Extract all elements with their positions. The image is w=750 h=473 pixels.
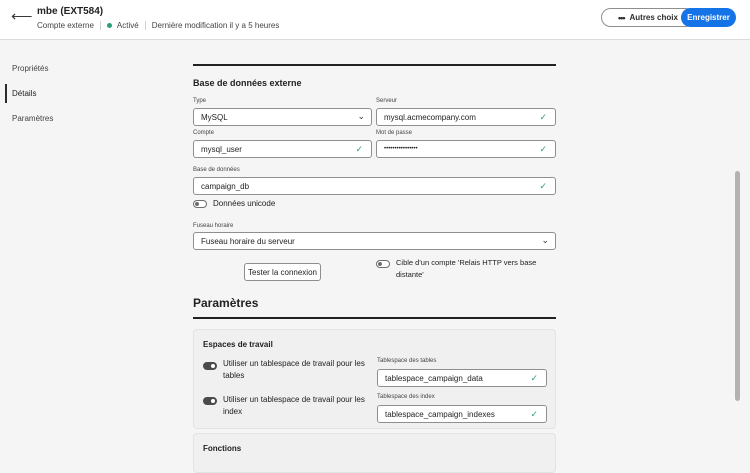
password-label: Mot de passe — [376, 130, 413, 136]
password-value: •••••••••••••••• — [384, 146, 418, 152]
more-options-label: Autres choix — [629, 13, 678, 22]
workspaces-card — [193, 329, 556, 429]
tables-field-label: Tablespace des tables — [377, 358, 437, 364]
index-tablespace-label-line2: index — [223, 407, 243, 416]
http-relay-toggle[interactable] — [376, 260, 390, 268]
checkmark-icon: ✓ — [355, 144, 363, 154]
http-relay-label-line1: Cible d'un compte 'Relais HTTP vers base — [396, 258, 537, 267]
timezone-value: Fuseau horaire du serveur — [201, 236, 295, 246]
page-title: mbe (EXT584) — [37, 6, 104, 17]
http-relay-label — [396, 257, 556, 281]
checkmark-icon: ✓ — [539, 112, 547, 122]
top-header — [0, 0, 750, 40]
checkmark-icon: ✓ — [539, 181, 547, 191]
account-label: Compte — [193, 130, 215, 136]
functions-card — [193, 433, 556, 473]
timezone-label: Fuseau horaire — [193, 223, 234, 229]
sidebar-item-parameters[interactable]: Paramètres — [12, 114, 54, 123]
scrollbar-thumb[interactable] — [735, 171, 740, 401]
index-tablespace-toggle[interactable] — [203, 397, 217, 405]
server-label: Serveur — [376, 98, 398, 104]
account-type: Compte externe — [37, 20, 94, 30]
sidebar-nav — [0, 56, 160, 131]
tables-tablespace-label-line1: Utiliser un tablespace de travail pour les — [223, 359, 365, 368]
checkmark-icon: ✓ — [530, 373, 538, 383]
account-value: mysql_user — [201, 144, 242, 154]
tables-tablespace-label-line2: tables — [223, 371, 245, 380]
index-tablespace-value: tablespace_campaign_indexes — [385, 409, 495, 419]
test-connection-button[interactable]: Tester la connexion — [244, 263, 321, 281]
divider — [145, 21, 146, 30]
index-tablespace-label — [223, 394, 383, 418]
section-divider — [193, 317, 556, 319]
database-field[interactable] — [193, 177, 556, 195]
account-field[interactable] — [193, 140, 372, 158]
tables-tablespace-field[interactable] — [377, 369, 547, 387]
type-select[interactable] — [193, 108, 372, 126]
section-title-external-db: Base de données externe — [193, 78, 302, 88]
http-relay-label-line2: distante' — [396, 270, 424, 279]
index-tablespace-field[interactable] — [377, 405, 547, 423]
back-arrow-icon[interactable]: ⟵ — [11, 8, 33, 25]
divider — [100, 21, 101, 30]
tables-tablespace-label — [223, 358, 383, 382]
timezone-select[interactable] — [193, 232, 556, 250]
last-modified: Dernière modification il y a 5 heures — [151, 20, 280, 30]
checkmark-icon: ✓ — [530, 409, 538, 419]
server-value: mysql.acmecompany.com — [384, 112, 476, 122]
chevron-down-icon: ⌄ — [541, 235, 549, 245]
sidebar-item-properties[interactable]: Propriétés — [12, 64, 49, 73]
database-value: campaign_db — [201, 181, 250, 191]
parameters-title: Paramètres — [193, 296, 259, 310]
password-field[interactable] — [376, 140, 556, 158]
unicode-label: Données unicode — [213, 199, 276, 208]
index-tablespace-label-line1: Utiliser un tablespace de travail pour les — [223, 395, 365, 404]
functions-title: Fonctions — [203, 444, 242, 453]
scrollbar[interactable] — [735, 56, 740, 461]
chevron-down-icon: ⌄ — [357, 111, 365, 121]
server-field[interactable] — [376, 108, 556, 126]
header-subtitle — [37, 20, 279, 30]
save-button[interactable]: Enregistrer — [681, 8, 736, 27]
status-badge: Activé — [116, 20, 139, 30]
tables-tablespace-value: tablespace_campaign_data — [385, 373, 483, 383]
tables-tablespace-toggle[interactable] — [203, 362, 217, 370]
type-label: Type — [193, 98, 207, 104]
checkmark-icon: ✓ — [539, 144, 547, 154]
index-field-label: Tablespace des index — [377, 394, 435, 400]
workspaces-title: Espaces de travail — [203, 340, 273, 349]
section-divider — [193, 64, 556, 66]
ellipsis-icon: ••• — [618, 12, 625, 23]
sidebar-item-details[interactable]: Détails — [0, 81, 160, 106]
type-value: MySQL — [201, 112, 228, 122]
status-dot-icon — [107, 23, 112, 28]
database-label: Base de données — [193, 167, 240, 173]
unicode-toggle[interactable] — [193, 200, 207, 208]
